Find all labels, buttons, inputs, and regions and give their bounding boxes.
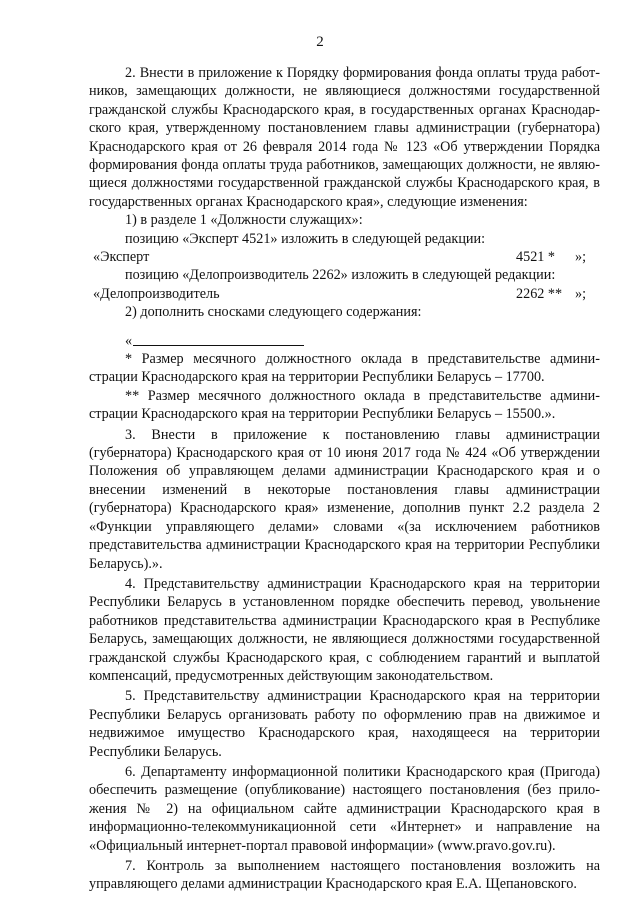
position-end: »; <box>575 249 587 266</box>
position-end: »; <box>575 285 587 302</box>
paragraph-5: 5. Представительству администрации Краснодарского края на территории Республики Беларусь организовать работу по оформлению прав на движимое и недвижимое имущество Краснодарского края, находящееся на территории Республики Беларусь. <box>89 688 600 760</box>
footnote-1: * Размер месячного должностного оклада в представительстве администрации Краснодарского края на территории Республики Беларусь – 17700. <box>89 351 600 386</box>
position-row-clerk <box>93 285 600 303</box>
paragraph-2: 2. Внести в приложение к Порядку формирования фонда оплаты труда работников, замещающих должности, не являющиеся должностями государственной гражданской службы Краснодарского края, в государственных органах Краснодарского края, утвержденному постановлением главы администрации (губернатора) Краснодарского края от 26 февраля 2014 года № 123 «Об утверждении Порядка формирования фонда оплаты труда работников, замещающих должности, не являющиеся должностями государственной гражданской службы Краснодарского края, в государственных органах Краснодарского края», следующие изменения: <box>89 65 600 210</box>
footnote-open-quote: « <box>125 332 133 349</box>
position-name: «Делопроизводитель <box>93 285 220 302</box>
position-code: 4521 * <box>516 249 556 266</box>
paragraph-2-position-expert-intro: позицию «Эксперт 4521» изложить в следующей редакции: <box>125 230 486 247</box>
position-name: «Эксперт <box>93 249 150 266</box>
position-row-expert <box>93 248 600 266</box>
document-body <box>89 64 600 894</box>
paragraph-2-item-1: 1) в разделе 1 «Должности служащих»: <box>125 212 363 229</box>
footnote-rule <box>133 345 304 346</box>
footnote-separator <box>89 332 600 350</box>
paragraph-2-position-clerk-intro: позицию «Делопроизводитель 2262» изложить в следующей редакции: <box>125 267 556 284</box>
paragraph-2-item-2: 2) дополнить сносками следующего содержания: <box>125 304 422 321</box>
paragraph-3: 3. Внести в приложение к постановлению главы администрации (губернатора) Краснодарского края от 10 июня 2017 года № 424 «Об утверждении Положения об управляющем делами администрации Краснодарского края и о внесении изменений в некоторые постановления главы администрации (губернатора) Краснодарского края» изменение, дополнив пункт 2.2 раздела 2 «Функции управляющего делами» словами «(за исключением работников представительства администрации Краснодарского края на территории Республики Беларусь).». <box>89 426 600 572</box>
paragraph-4: 4. Представительству администрации Краснодарского края на территории Республики Беларусь в установленном порядке обеспечить перевод, увольнение работников представительства администрации Краснодарского края в Республике Беларусь, замещающих должности, не являющиеся должностями государственной гражданской службы Краснодарского края, с соблюдением гарантий и выплатой компенсаций, предусмотренных действующим законодательством. <box>89 575 600 684</box>
footnote-2: ** Размер месячного должностного оклада в представительстве администрации Краснодарского края на территории Республики Беларусь – 15500.». <box>89 387 600 423</box>
page-number: 2 <box>316 34 324 50</box>
position-code: 2262 ** <box>516 285 563 302</box>
paragraph-6: 6. Департаменту информационной политики Краснодарского края (Пригода) обеспечить размещение (опубликование) настоящего постановления (без приложения № 2) на официальном сайте администрации Краснодарского края в информационно-телекоммуникационной сети «Интернет» и направление на «Официальный интернет-портал правовой информации» (www.pravo.gov.ru). <box>89 763 600 854</box>
paragraph-7: 7. Контроль за выполнением настоящего постановления возложить на управляющего делами администрации Краснодарского края Е.А. Щепановского. <box>89 858 600 893</box>
